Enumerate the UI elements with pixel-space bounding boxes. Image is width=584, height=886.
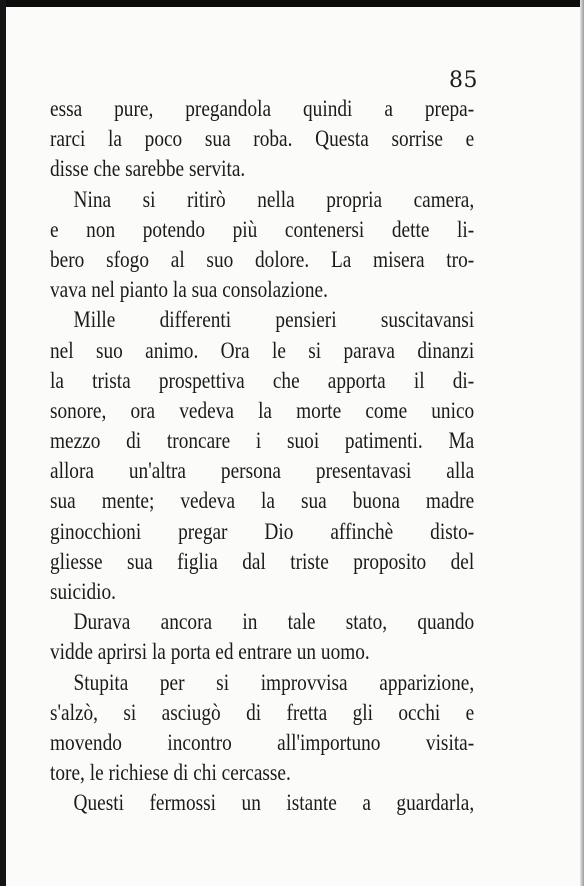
text-line: disse che sarebbe servita. xyxy=(50,156,246,182)
text-line: suicidio. xyxy=(50,579,117,604)
text-line: movendo incontro all'importuno visita- xyxy=(50,729,475,755)
text-line: la trista prospettiva che apporta il di- xyxy=(50,367,475,393)
text-line: Questi fermossi un istante a guardarla, xyxy=(73,790,475,816)
text-line: e non potendo più contenersi dette li- xyxy=(50,216,475,242)
text-line: Mille differenti pensieri suscitavansi xyxy=(73,307,475,333)
text-line: allora un'altra persona presentavasi alla xyxy=(50,458,475,484)
page-left-edge-shadow xyxy=(0,0,6,886)
page-top-edge-shadow xyxy=(0,0,584,7)
text-line: vava nel pianto la sua consolazione. xyxy=(50,277,328,303)
text-line: Stupita per si improvvisa apparizione, xyxy=(73,669,475,695)
text-line: mezzo di troncare i suoi patimenti. Ma xyxy=(50,428,475,454)
text-line: Nina si ritirò nella propria camera, xyxy=(73,186,475,212)
text-line: gliesse sua figlia dal triste proposito del xyxy=(50,548,475,574)
text-line: vidde aprirsi la porta ed entrare un uomo. xyxy=(50,639,370,665)
text-line: Durava ancora in tale stato, quando xyxy=(73,609,475,635)
text-line: rarci la poco sua roba. Questa sorrise e xyxy=(50,126,475,152)
text-line: sonore, ora vedeva la morte come unico xyxy=(50,397,475,423)
body-text xyxy=(50,94,474,819)
text-line: essa pure, pregandola quindi a prepa- xyxy=(50,96,475,121)
text-line: s'alzò, si asciugò di fretta gli occhi e xyxy=(50,699,475,725)
text-line: nel suo animo. Ora le si parava dinanzi xyxy=(50,337,475,363)
page-right-edge-shadow xyxy=(580,0,584,886)
page-number: 85 xyxy=(449,68,478,93)
text-line: tore, le richiese di chi cercasse. xyxy=(50,760,291,786)
text-line: sua mente; vedeva la sua buona madre xyxy=(50,488,475,514)
text-line: ginocchioni pregar Dio affinchè disto- xyxy=(50,518,475,544)
text-line: bero sfogo al suo dolore. La misera tro- xyxy=(50,246,475,272)
